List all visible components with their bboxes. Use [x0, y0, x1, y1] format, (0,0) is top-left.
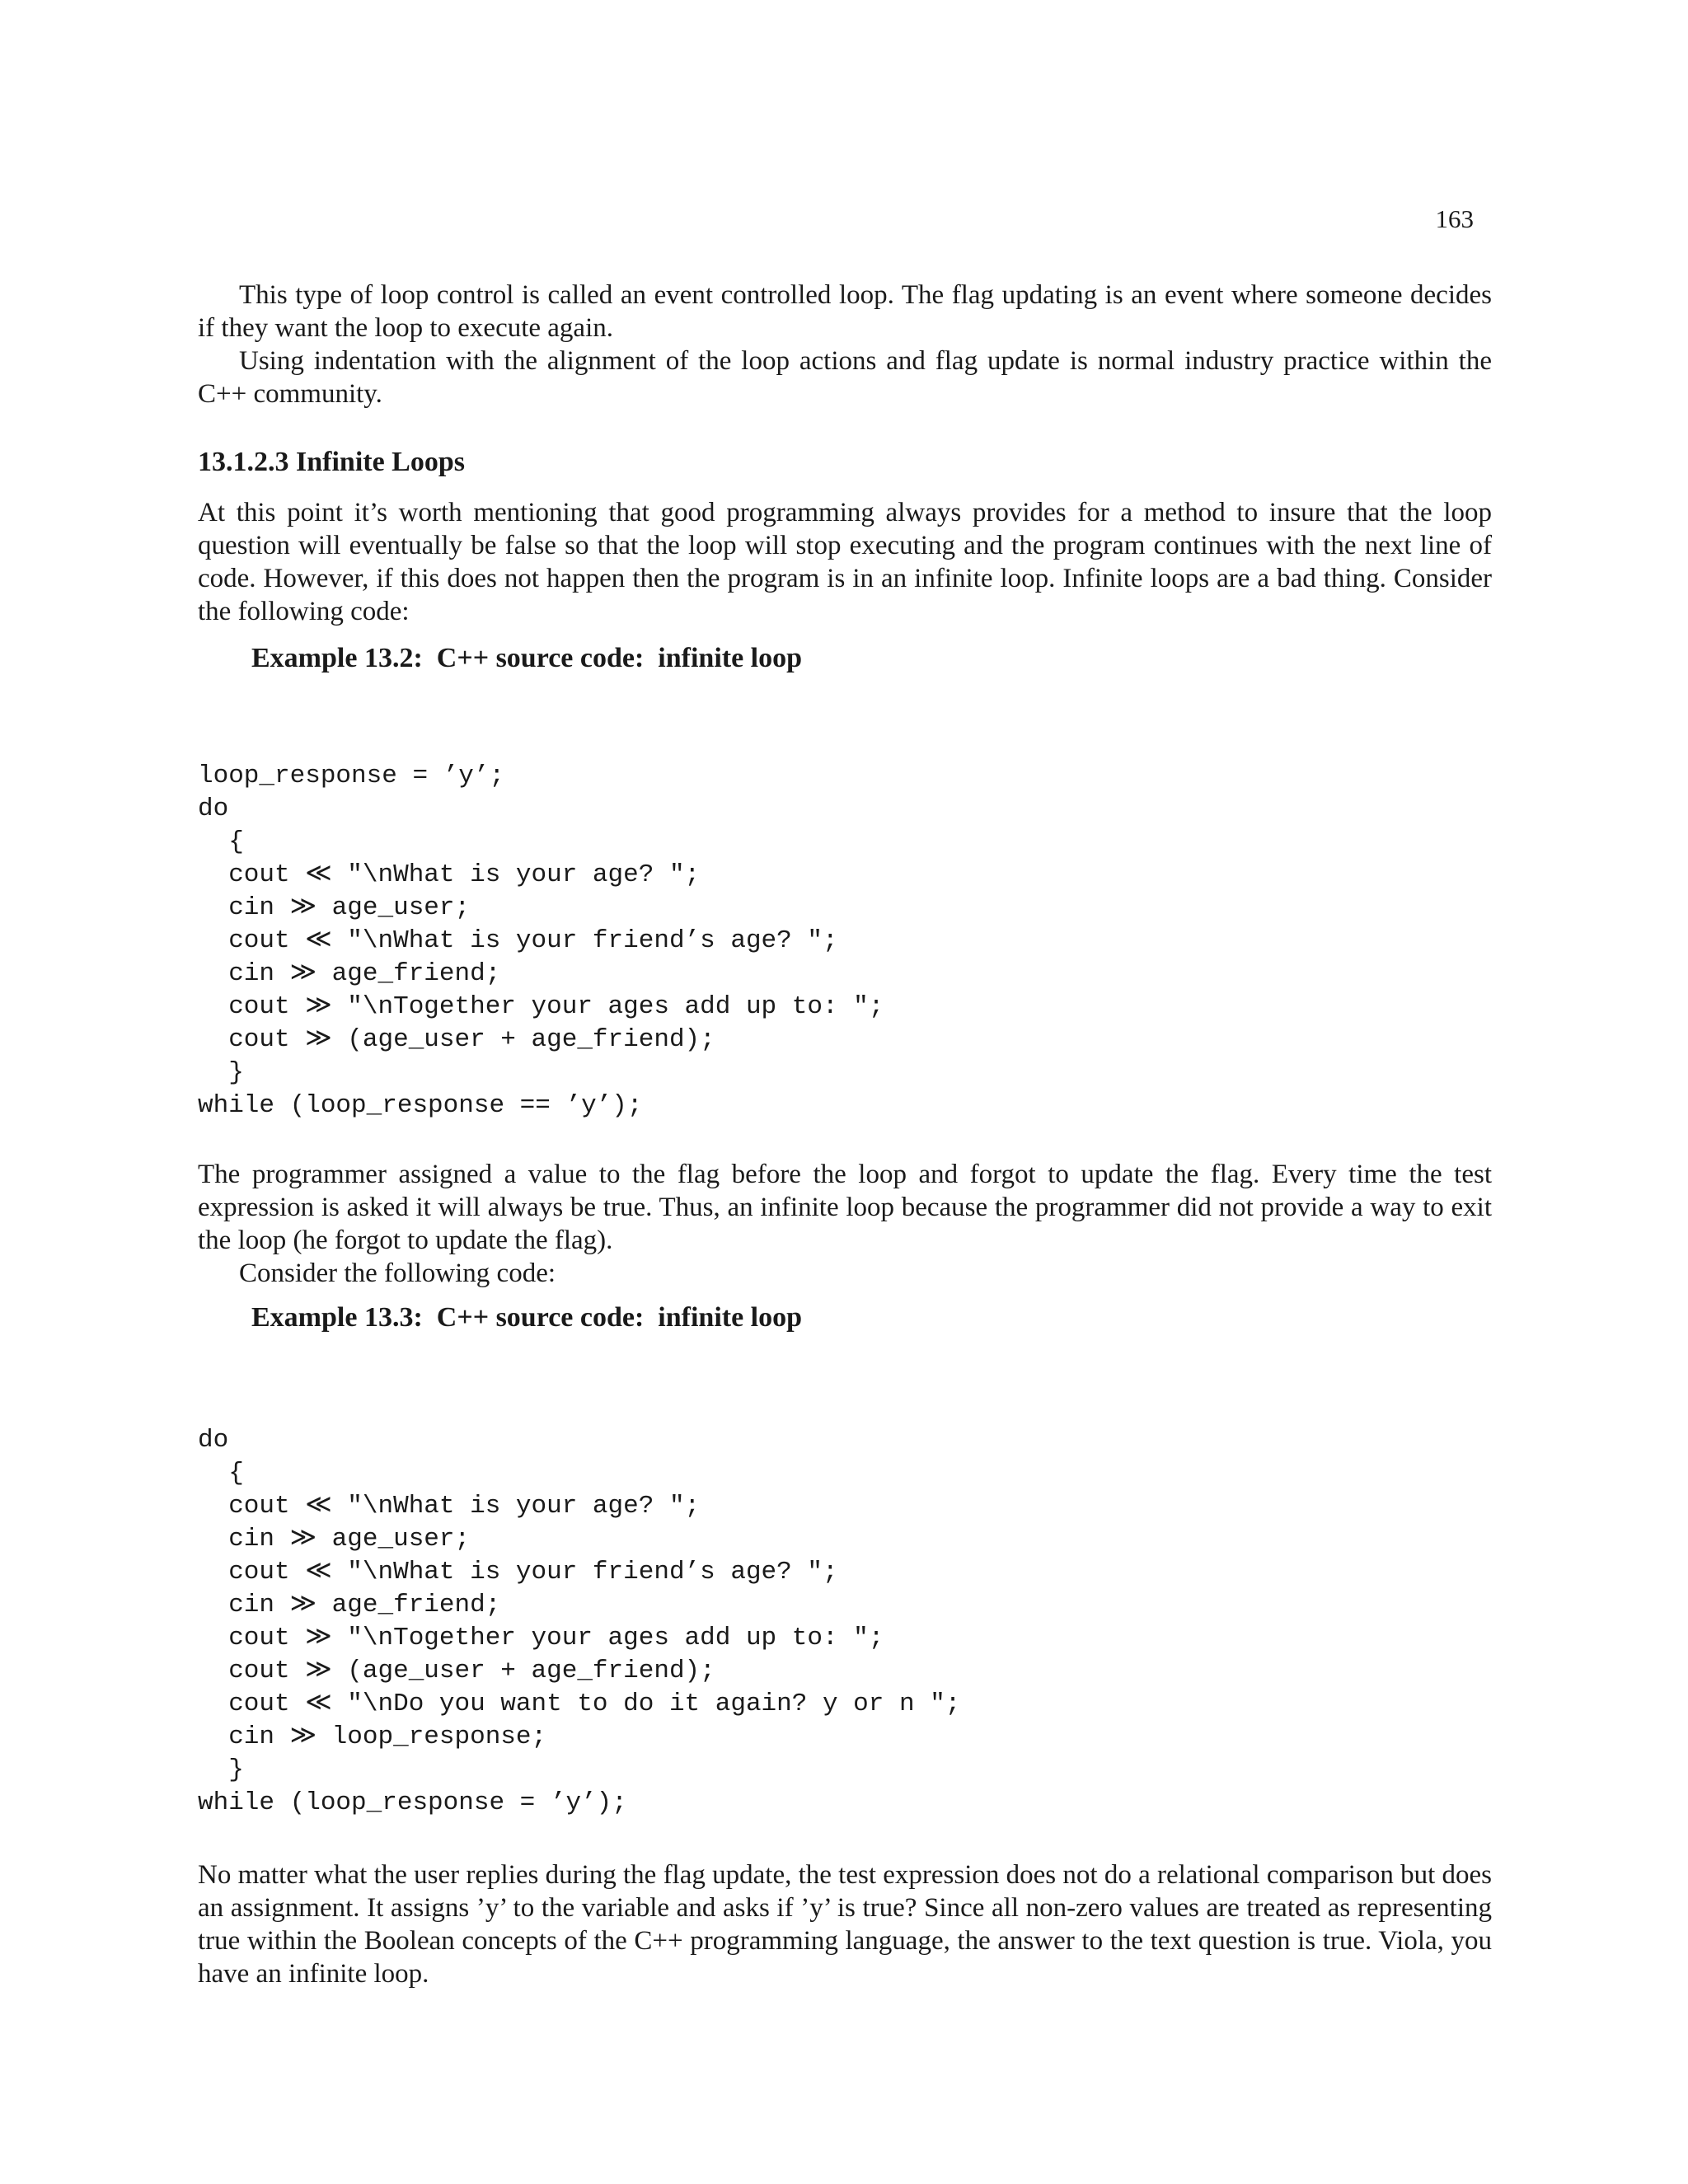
code-block-1 — [198, 760, 1492, 1122]
example-caption-2: Example 13.3: C++ source code: infinite loop — [251, 1302, 803, 1333]
code-line: do — [198, 794, 229, 823]
code-line: cout ≫ (age_user + age_friend); — [198, 1025, 715, 1054]
section-paragraph: At this point it’s worth mentioning that good programming always provides for a method to insure that the loop question will eventually be false so that the loop will stop executing and the program continues with the next line of code. However, if this does not happen then the program is in an infinite loop. Infinite loops are a bad thing. Consider the following code: — [198, 498, 1492, 626]
intro-text — [198, 279, 1492, 410]
middle-text — [198, 1158, 1492, 1290]
code-line: do — [198, 1426, 229, 1455]
page-number: 163 — [1435, 204, 1474, 233]
code-line: cout ≪ "\nWhat is your friend’s age? "; — [198, 1558, 838, 1586]
section-heading: 13.1.2.3 Infinite Loops — [198, 447, 465, 477]
section-text — [198, 496, 1492, 628]
code-line: { — [198, 1459, 244, 1488]
middle-paragraph-1: The programmer assigned a value to the flag before the loop and forgot to update the flag. Every time the test expression is asked it will always be true. Thus, an infinite loop because the programmer did not provide a way to exit the loop (he forgot to update the flag). — [198, 1160, 1492, 1255]
code-line: cin ≫ age_user; — [198, 893, 471, 922]
code-line: cout ≪ "\nWhat is your age? "; — [198, 1492, 701, 1521]
code-line: } — [198, 1058, 244, 1087]
code-line: cin ≫ loop_response; — [198, 1722, 547, 1751]
code-line: cout ≫ (age_user + age_friend); — [198, 1657, 715, 1685]
code-block-2 — [198, 1424, 1492, 1820]
code-line: while (loop_response == ’y’); — [198, 1091, 643, 1120]
intro-paragraph-2: Using indentation with the alignment of the loop actions and flag update is normal industry practice within the C++ community. — [198, 346, 1492, 409]
closing-paragraph: No matter what the user replies during the flag update, the test expression does not do a relational comparison but does an assignment. It assigns ’y’ to the variable and asks if ’y’ is true? Since all non-zero values are treated as representing true within the Boolean concepts of the C++ programming language, the answer to the text question is true. Viola, you have an infinite loop. — [198, 1860, 1492, 1989]
code-line: cin ≫ age_friend; — [198, 1591, 501, 1619]
example-caption-1: Example 13.2: C++ source code: infinite loop — [251, 643, 803, 673]
code-line: cin ≫ age_user; — [198, 1525, 471, 1554]
code-line: } — [198, 1755, 244, 1784]
middle-paragraph-2: Consider the following code: — [239, 1258, 556, 1288]
code-line: cout ≪ "\nWhat is your friend’s age? "; — [198, 926, 838, 955]
code-line: cout ≫ "\nTogether your ages add up to: "; — [198, 992, 884, 1021]
code-line: cin ≫ age_friend; — [198, 959, 501, 988]
code-line: loop_response = ’y’; — [198, 762, 505, 790]
intro-paragraph-1: This type of loop control is called an event controlled loop. The flag updating is an event where someone decides if they want the loop to execute again. — [198, 280, 1492, 343]
closing-text — [198, 1858, 1492, 1990]
code-line: cout ≫ "\nTogether your ages add up to: "; — [198, 1624, 884, 1652]
code-line: while (loop_response = ’y’); — [198, 1788, 627, 1817]
code-line: { — [198, 827, 244, 856]
code-line: cout ≪ "\nDo you want to do it again? y or n "; — [198, 1690, 961, 1718]
code-line: cout ≪ "\nWhat is your age? "; — [198, 860, 701, 889]
